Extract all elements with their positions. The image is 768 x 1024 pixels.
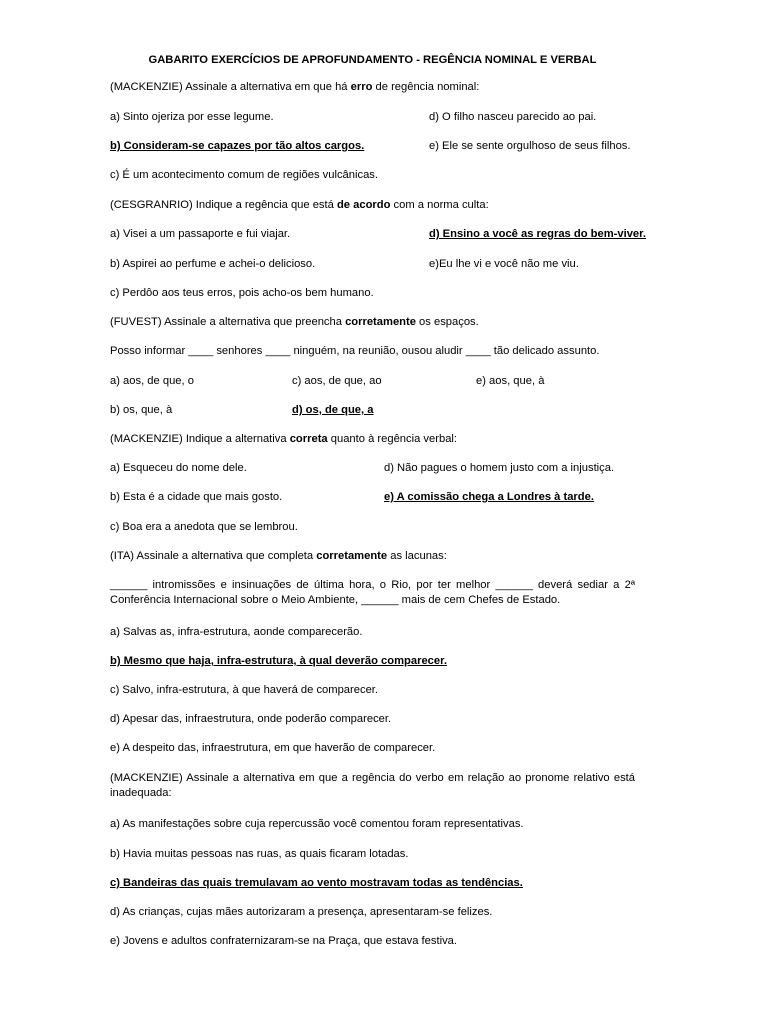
q6-option-d: d) As crianças, cujas mães autorizaram a presença, apresentaram-se felizes. (110, 906, 493, 918)
q3-option-c: c) aos, de que, ao (292, 375, 382, 387)
q2-option-e: e)Eu lhe vi e você não me viu. (429, 258, 579, 270)
q2-option-a: a) Visei a um passaporte e fui viajar. (110, 228, 291, 240)
question-6-prompt: (MACKENZIE) Assinale a alternativa em que a regência do verbo em relação ao pronome relativo está inadequada: (110, 772, 635, 800)
q3-sentence: Posso informar ____ senhores ____ ninguém, na reunião, ousou aludir ____ tão delicado assunto. (110, 345, 600, 357)
q6-option-e: e) Jovens e adultos confraternizaram-se na Praça, que estava festiva. (110, 935, 457, 947)
q1-option-a: a) Sinto ojeriza por esse legume. (110, 111, 274, 123)
question-3-prompt: (FUVEST) Assinale a alternativa que preencha corretamente os espaços. (110, 316, 479, 328)
q5-option-e: e) A despeito das, infraestrutura, em que haverão de comparecer. (110, 742, 436, 754)
q3-option-a: a) aos, de que, o (110, 375, 194, 387)
q4-option-b: b) Esta é a cidade que mais gosto. (110, 491, 283, 503)
q1-option-b-correct: b) Consideram-se capazes por tão altos cargos. (110, 140, 365, 152)
q3-option-d-correct: d) os, de que, a (292, 404, 374, 416)
q5-option-c: c) Salvo, infra-estrutura, à que haverá de comparecer. (110, 684, 379, 696)
q3-option-e: e) aos, que, à (476, 375, 545, 387)
q6-option-a: a) As manifestações sobre cuja repercussão você comentou foram representativas. (110, 818, 524, 830)
question-2-prompt: (CESGRANRIO) Indique a regência que está de acordo com a norma culta: (110, 199, 489, 211)
question-4-prompt: (MACKENZIE) Indique a alternativa correta quanto à regência verbal: (110, 433, 458, 445)
q3-option-b: b) os, que, à (110, 404, 173, 416)
q4-option-e-correct: e) A comissão chega a Londres à tarde. (384, 491, 594, 503)
q2-option-b: b) Aspirei ao perfume e achei-o delicioso. (110, 258, 316, 270)
q6-option-b: b) Havia muitas pessoas nas ruas, as quais ficaram lotadas. (110, 848, 409, 860)
q4-option-a: a) Esqueceu do nome dele. (110, 462, 247, 474)
q6-option-c-correct: c) Bandeiras das quais tremulavam ao vento mostravam todas as tendências. (110, 877, 523, 889)
q1-option-e: e) Ele se sente orgulhoso de seus filhos. (429, 140, 631, 152)
q5-option-a: a) Salvas as, infra-estrutura, aonde comparecerão. (110, 626, 363, 638)
q2-option-c: c) Perdôo aos teus erros, pois acho-os bem humano. (110, 287, 374, 299)
q5-option-d: d) Apesar das, infraestrutura, onde poderão comparecer. (110, 713, 392, 725)
q5-option-b-correct: b) Mesmo que haja, infra-estrutura, à qual deverão comparecer. (110, 655, 447, 667)
q4-option-c: c) Boa era a anedota que se lembrou. (110, 521, 298, 533)
question-1-prompt: (MACKENZIE) Assinale a alternativa em que há erro de regência nominal: (110, 81, 480, 93)
q1-option-d: d) O filho nasceu parecido ao pai. (429, 111, 597, 123)
q4-option-d: d) Não pagues o homem justo com a injustiça. (384, 462, 615, 474)
question-5-prompt: (ITA) Assinale a alternativa que completa corretamente as lacunas: (110, 550, 447, 562)
page-title: GABARITO EXERCÍCIOS DE APROFUNDAMENTO - REGÊNCIA NOMINAL E VERBAL (148, 54, 597, 66)
q2-option-d-correct: d) Ensino a você as regras do bem-viver. (429, 228, 646, 240)
q5-sentence: ______ intromissões e insinuações de última hora, o Rio, por ter melhor ______ deverá sediar a 2ª Conferência Internacional sobre o Meio Ambiente, ______ mais de cem Chefes de Estado. (110, 579, 635, 607)
q1-option-c: c) É um acontecimento comum de regiões vulcânicas. (110, 169, 378, 181)
